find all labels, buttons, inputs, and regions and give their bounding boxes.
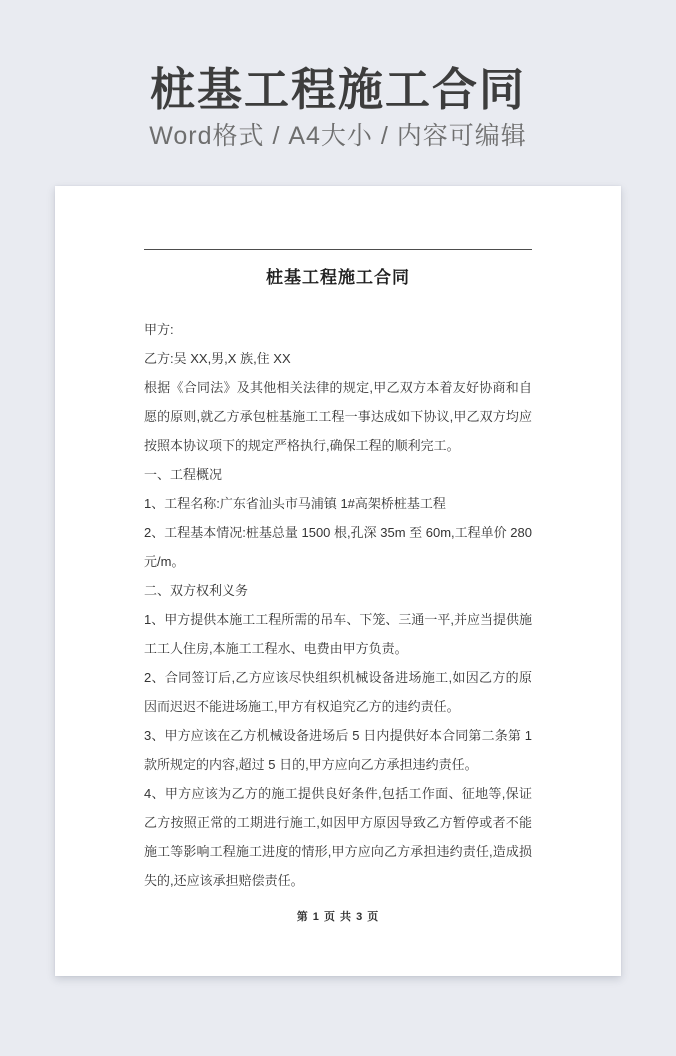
doc-paragraph-2-2: 2、合同签订后,乙方应该尽快组织机械设备进场施工,如因乙方的原因而迟迟不能进场施工,甲方有权追究乙方的违约责任。	[144, 670, 532, 714]
title-rule	[144, 249, 532, 250]
doc-paragraph-preamble: 根据《合同法》及其他相关法律的规定,甲乙双方本着友好协商和自愿的原则,就乙方承包桩基施工工程一事达成如下协议,甲乙双方均应按照本协议项下的规定严格执行,确保工程的顺利完工。	[144, 380, 532, 453]
banner	[0, 0, 676, 151]
document-page	[55, 186, 621, 976]
doc-heading-section-1: 一、工程概况	[144, 467, 223, 482]
doc-paragraph-party-b: 乙方:吴 XX,男,X 族,住 XX	[144, 351, 291, 366]
doc-heading-section-2: 二、双方权利义务	[144, 583, 249, 598]
doc-paragraph-party-a: 甲方:	[144, 322, 174, 337]
doc-paragraph-1-2: 2、工程基本情况:桩基总量 1500 根,孔深 35m 至 60m,工程单价 280 元/m。	[144, 525, 532, 569]
doc-paragraph-2-4: 4、甲方应该为乙方的施工提供良好条件,包括工作面、征地等,保证乙方按照正常的工期进行施工,如因甲方原因导致乙方暂停或者不能施工等影响工程施工进度的情形,甲方应向乙方承担违约责任,造成损失的,还应该承担赔偿责任。	[144, 786, 532, 888]
banner-subtitle: Word格式 / A4大小 / 内容可编辑	[149, 122, 527, 150]
doc-paragraph-2-1: 1、甲方提供本施工工程所需的吊车、下笼、三通一平,并应当提供施工工人住房,本施工工程水、电费由甲方负责。	[144, 612, 532, 656]
document-body	[144, 315, 532, 895]
banner-title: 桩基工程施工合同	[149, 64, 526, 115]
doc-paragraph-2-3: 3、甲方应该在乙方机械设备进场后 5 日内提供好本合同第二条第 1 款所规定的内容,超过 5 日的,甲方应向乙方承担违约责任。	[144, 728, 532, 772]
document-title: 桩基工程施工合同	[266, 268, 410, 287]
page-number-footer: 第 1 页 共 3 页	[296, 911, 380, 923]
document-content	[144, 249, 532, 927]
doc-paragraph-1-1: 1、工程名称:广东省汕头市马浦镇 1#高架桥桩基工程	[144, 496, 446, 511]
